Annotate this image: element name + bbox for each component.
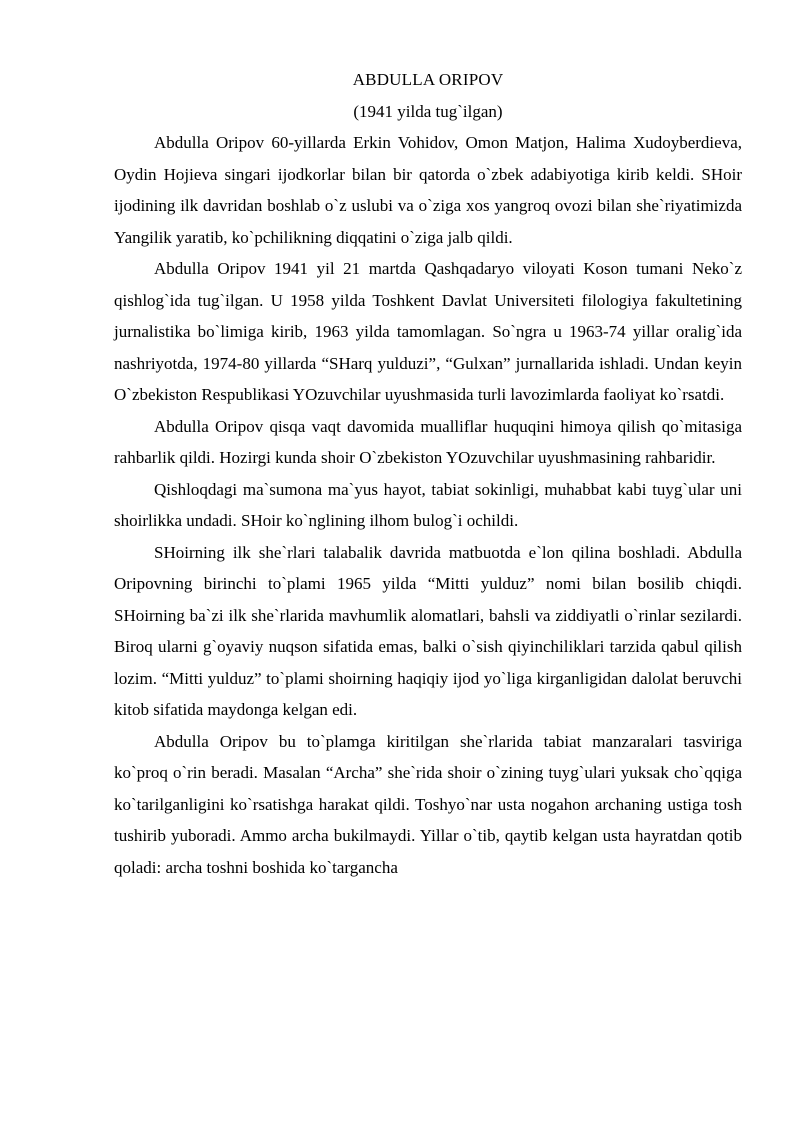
document-body [114,64,742,883]
paragraph-archa: Abdulla Oripov bu to`plamga kiritilgan she`rlarida tabiat manzaralari tasviriga ko`proq o`rin beradi. Masalan “Archa” she`rida shoir o`zining tuyg`ulari yuksak cho`qqiga ko`tarilganligini ko`rsatishga harakat qildi. Toshyo`nar usta nogahon archaning ustiga tosh tushirib yuboradi. Ammo archa bukilmaydi. Yillar o`tib, qaytib kelgan usta hayratdan qotib qoladi: archa toshni boshida ko`targancha [114,731,742,877]
paragraph-intro: Abdulla Oripov 60-yillarda Erkin Vohidov, Omon Matjon, Halima Xudoyberdieva, Oydin Hojieva singari ijodkorlar bilan bir qatorda o`zbek adabiyotiga kirib keldi. SHoir ijodining ilk davridan boshlab o`z uslubi va o`ziga xos yangroq ovozi bilan she`riyatimizda Yangilik yaratib, ko`pchilikning diqqatini o`ziga jalb qildi. [114,133,742,247]
paragraph-inspiration: Qishloqdagi ma`sumona ma`yus hayot, tabiat sokinligi, muhabbat kabi tuyg`ular uni shoirlikka undadi. SHoir ko`nglining ilhom bulog`i ochildi. [114,479,742,530]
paragraph-first-collection: SHoirning ilk she`rlari talabalik davrida matbuotda e`lon qilina boshladi. Abdulla Oripovning birinchi to`plami 1965 yilda “Mitti yulduz” nomi bilan bosilib chiqdi. SHoirning ba`zi ilk she`rlarida mavhumlik alomatlari, bahsli va ziddiyatli o`rinlar sezilardi. Biroq ularni g`oyaviy nuqson sifatida emas, balki o`sish qiyinchiliklari tarzida qabul qilish lozim. “Mitti yulduz” to`plami shoirning haqiqiy ijod yo`liga kirganligidan dalolat beruvchi kitob sifatida maydonga kelgan edi. [114,542,742,719]
paragraph-leadership: Abdulla Oripov qisqa vaqt davomida mualliflar huquqini himoya qilish qo`mitasiga rahbarlik qildi. Hozirgi kunda shoir O`zbekiston YOzuvchilar uyushmasining rahbaridir. [114,416,742,467]
document-title: ABDULLA ORIPOV [352,70,504,89]
document-subtitle: (1941 yilda tug`ilgan) [353,101,503,121]
paragraph-biography: Abdulla Oripov 1941 yil 21 martda Qashqadaryo viloyati Koson tumani Neko`z qishlog`ida tug`ilgan. U 1958 yilda Toshkent Davlat Universiteti filologiya fakultetining jurnalistika bo`limiga kirib, 1963 yilda tamomlagan. So`ngra u 1963-74 yillar oralig`ida nashriyotda, 1974-80 yillarda “SHarq yulduzi”, “Gulxan” jurnallarida ishladi. Undan keyin O`zbekiston Respublikasi YOzuvchilar uyushmasida turli lavozimlarda faoliyat ko`rsatdi. [114,259,742,404]
